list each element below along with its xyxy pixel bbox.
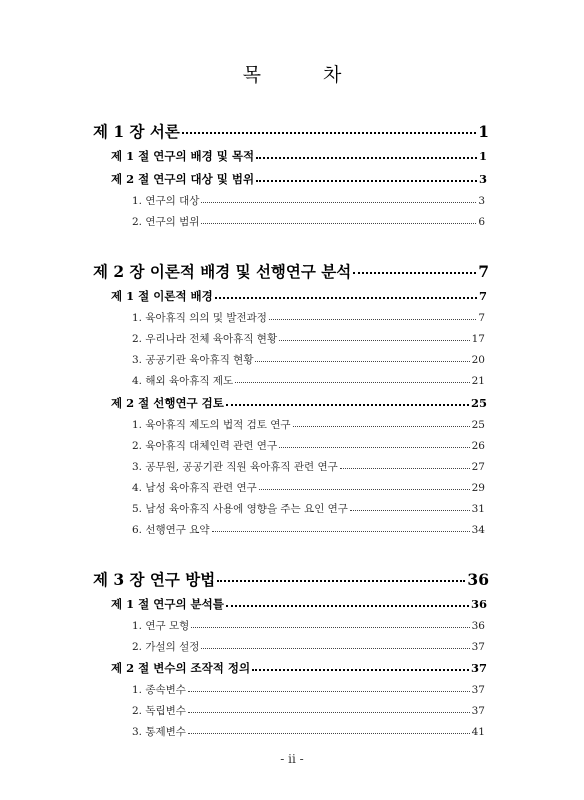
toc-entry-label: 제 1 절 이론적 배경 [111,289,213,303]
toc-item[interactable] [132,618,485,633]
toc-section-3-2[interactable] [111,660,487,676]
toc-entry-label: 5. 남성 육아휴직 사용에 영향을 주는 요인 연구 [132,503,348,515]
toc-entry-label: 2. 가설의 설정 [132,641,200,653]
toc-page-number: 1 [478,149,487,163]
dot-leader [293,426,470,427]
toc-page-number: 29 [471,482,485,494]
toc-item[interactable] [132,193,485,208]
toc-item[interactable] [132,459,485,474]
toc-item[interactable] [132,352,485,367]
toc-page-number: 36 [470,597,487,611]
toc-chapter-3[interactable] [93,568,489,590]
toc-item[interactable] [132,480,485,495]
toc-item[interactable] [132,214,485,229]
toc-page-number: 20 [471,354,485,366]
dot-leader [350,510,470,511]
toc-page-number: 17 [471,333,485,345]
toc-page-number: 7 [478,289,487,303]
toc-page-number: 21 [471,375,485,387]
dot-leader [215,297,477,299]
toc-page-number: 6 [478,216,485,228]
toc-page-number: 7 [478,262,489,281]
dot-leader [201,202,476,203]
toc-item[interactable] [132,639,485,654]
toc-section-1-1[interactable] [111,148,487,164]
dot-leader [188,733,470,734]
page-footer-number: - ii - [280,752,304,766]
toc-page-number: 37 [471,641,485,653]
toc-item[interactable] [132,682,485,697]
toc-chapter-1[interactable] [93,120,489,142]
toc-entry-label: 1. 연구 모형 [132,620,190,632]
toc-entry-label: 제 3 장 연구 방법 [93,570,216,589]
dot-leader [182,132,476,134]
toc-page-number: 3 [478,195,485,207]
dot-leader [252,669,469,671]
toc-entry-label: 2. 우리나라 전체 육아휴직 현황 [132,333,278,345]
toc-entry-label: 3. 공공기관 육아휴직 현황 [132,354,254,366]
toc-entry-label: 2. 독립변수 [132,705,186,717]
dot-leader [340,468,470,469]
toc-item[interactable] [132,438,485,453]
dot-leader [201,223,476,224]
toc-page-number: 41 [471,726,485,738]
toc-entry-label: 제 1 절 연구의 배경 및 목적 [111,149,255,163]
dot-leader [201,648,469,649]
dot-leader [256,157,477,159]
toc-entry-label: 3. 공무원, 공공기관 직원 육아휴직 관련 연구 [132,461,338,473]
dot-leader [188,712,470,713]
toc-item[interactable] [132,522,485,537]
dot-leader [279,447,470,448]
dot-leader [255,361,469,362]
toc-section-2-1[interactable] [111,288,487,304]
toc-item[interactable] [132,501,485,516]
toc-page-number: 36 [471,620,485,632]
toc-page-number: 37 [471,705,485,717]
toc-item[interactable] [132,703,485,718]
toc-entry-label: 제 1 절 연구의 분석틀 [111,597,224,611]
page-title: 목 차 [242,64,370,86]
toc-section-1-2[interactable] [111,171,487,187]
dot-leader [235,382,469,383]
dot-leader [212,531,470,532]
toc-page-number: 1 [478,122,489,141]
toc-page-number: 26 [471,440,485,452]
toc-entry-label: 2. 연구의 범위 [132,216,200,228]
toc-item[interactable] [132,331,485,346]
dot-leader [259,489,470,490]
toc-page-number: 25 [470,396,487,410]
dot-leader [188,691,470,692]
toc-section-3-1[interactable] [111,596,487,612]
toc-entry-label: 1. 종속변수 [132,684,186,696]
toc-section-2-2[interactable] [111,395,487,411]
dot-leader [353,272,476,274]
toc-entry-label: 4. 해외 육아휴직 제도 [132,375,234,387]
dot-leader [226,404,469,406]
toc-entry-label: 3. 통제변수 [132,726,186,738]
toc-page-number: 3 [478,172,487,186]
toc-entry-label: 1. 육아휴직 의의 및 발전과정 [132,312,267,324]
toc-item[interactable] [132,310,485,325]
toc-entry-label: 6. 선행연구 요약 [132,524,210,536]
toc-entry-label: 2. 육아휴직 대체인력 관련 연구 [132,440,278,452]
toc-page-number: 31 [471,503,485,515]
toc-item[interactable] [132,417,485,432]
dot-leader [279,340,470,341]
toc-page-number: 37 [470,661,487,675]
toc-page-number: 25 [471,419,485,431]
toc-item[interactable] [132,724,485,739]
toc-page-number: 7 [478,312,485,324]
toc-page-number: 27 [471,461,485,473]
toc-entry-label: 제 2 절 연구의 대상 및 범위 [111,172,255,186]
toc-page-number: 34 [471,524,485,536]
toc-chapter-2[interactable] [93,260,489,282]
dot-leader [226,605,469,607]
toc-page-number: 37 [471,684,485,696]
toc-entry-label: 1. 연구의 대상 [132,195,200,207]
dot-leader [217,580,465,582]
dot-leader [256,180,477,182]
toc-page-number: 36 [467,570,489,589]
toc-entry-label: 4. 남성 육아휴직 관련 연구 [132,482,257,494]
toc-entry-label: 제 2 절 변수의 조작적 정의 [111,661,251,675]
dot-leader [269,319,476,320]
toc-entry-label: 1. 육아휴직 제도의 법적 검토 연구 [132,419,291,431]
toc-entry-label: 제 2 절 선행연구 검토 [111,396,224,410]
toc-entry-label: 제 2 장 이론적 배경 및 선행연구 분석 [93,262,352,281]
toc-item[interactable] [132,373,485,388]
toc-entry-label: 제 1 장 서론 [93,122,180,141]
dot-leader [191,627,469,628]
